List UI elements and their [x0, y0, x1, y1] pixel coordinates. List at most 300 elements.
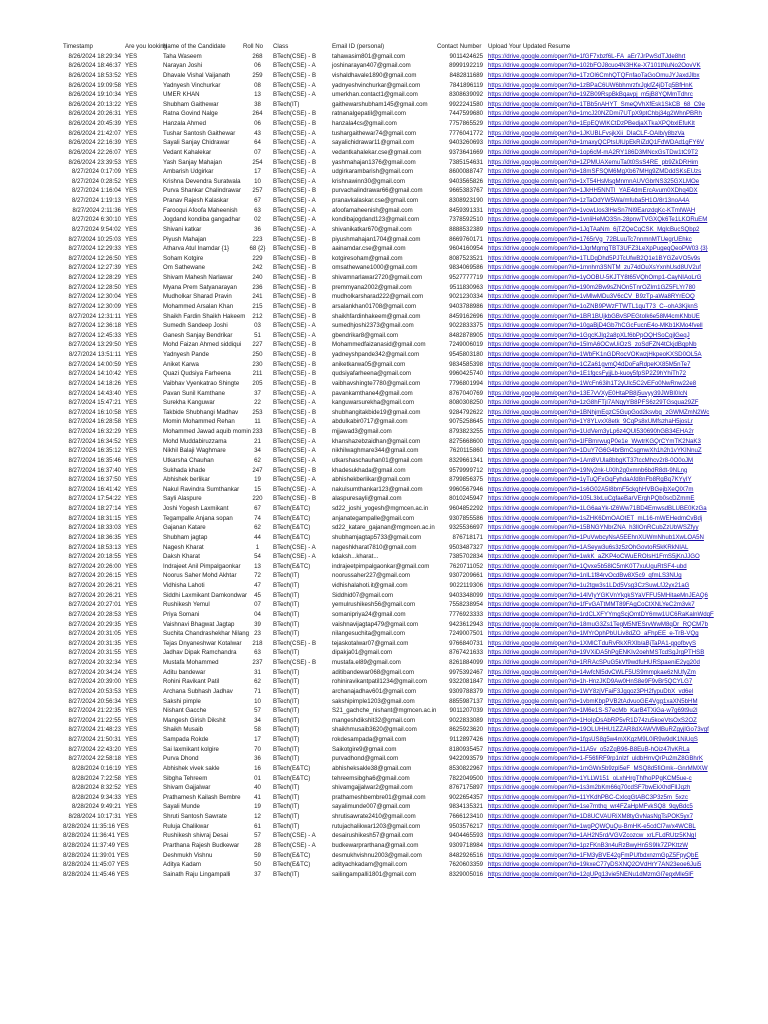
class-cell: BTech(E&TC)	[273, 524, 311, 532]
resume-link[interactable]: https://drive.google.com/open?id=105L3lxLuCgfaeBarVErghPQb0scDZmmE	[488, 495, 695, 503]
resume-link[interactable]: https://drive.google.com/open?id=1vbmKbpPVB2tAdvuoGE4Vgg1xaXN5bHM	[488, 697, 698, 705]
email-cell: abdulkabir0717@gmail.com	[332, 418, 408, 426]
contact-cell: 9503487327	[449, 543, 483, 551]
resume-link[interactable]: https://drive.google.com/open?id=1HoIpDsAbRP5vR1D74zu5koeVtsOxS2OZ	[488, 716, 697, 724]
contact-cell: 9309788379	[449, 687, 483, 695]
candidate-name-cell: Purva Shankar Chalindrawar	[163, 187, 241, 195]
contact-cell: 8482878905	[449, 331, 483, 339]
resume-link[interactable]: https://drive.google.com/open?id=19OLUHHU1ZZAR8dXAWVMBuRZgyjlGo73vgf	[488, 726, 709, 734]
table-row	[62, 292, 768, 302]
roll-no-cell: 36	[254, 225, 261, 233]
looking-cell: YES	[125, 168, 138, 176]
roll-no-cell: 50	[254, 861, 261, 869]
candidate-name-cell: Myana Prem Satyanarayan	[163, 283, 237, 291]
candidate-name-cell: Taha Waseem	[163, 52, 202, 60]
email-cell: rohiniravikantpatil1234@gmail.com	[332, 678, 427, 686]
resume-link[interactable]: https://drive.google.com/open?id=15lmA6OCwUiOzS_zoSdFZN4tCkjdBqpNb	[488, 341, 697, 349]
resume-link[interactable]: https://drive.google.com/open?id=1u2tgw3s1LDd5Vsg3CzSuwLfJ2yx21aG	[488, 582, 690, 589]
roll-no-cell: 38	[254, 100, 261, 108]
resume-link[interactable]: https://drive.google.com/open?id=1ASeyw3u6s3z5zOhGovtoR5kKRkNIAL	[488, 543, 689, 551]
class-cell: BTech(CSE) - A	[273, 553, 316, 561]
class-cell: BTech(CSE) - A	[273, 206, 316, 214]
candidate-name-cell: Suchita Chandrashekhar Nilang	[163, 630, 250, 638]
contact-cell: 9284792622	[449, 408, 483, 416]
candidate-name-cell: Yash Sanjay Mahajan	[163, 158, 222, 166]
email-cell: tahawasim801@gmail.com	[332, 52, 406, 60]
contact-cell: 8459162696	[449, 312, 483, 320]
resume-link[interactable]: https://drive.google.com/open?id=1WY8zjVFaiF3Jgqoz3PH2fypuDbX_vd6el	[488, 687, 694, 695]
contact-cell: 9834069586	[449, 264, 483, 272]
table-row	[62, 61, 768, 71]
table-row	[62, 254, 768, 264]
email-cell: yashmahajan1376@gmail.com	[332, 158, 416, 166]
resume-link[interactable]: https://drive.google.com/open?id=1ZPMUAXemuTa0t0SsS4RE_pb9ZkDRHim	[488, 158, 699, 166]
looking-cell: YES	[125, 707, 138, 715]
timestamp-cell: 8/27/2024 20:26:21	[68, 591, 121, 599]
email-cell: piyushmahajan1704@gmail.com	[332, 235, 421, 243]
looking-cell: YES	[125, 62, 138, 70]
looking-cell: YES	[125, 505, 138, 512]
table-row	[62, 802, 768, 812]
resume-link[interactable]: https://drive.google.com/open?id=1sZHK6DmOAOtET_mL16-mWEHedmCvBdj	[488, 514, 703, 522]
candidate-name-cell: Tushar Santosh Gaithewar	[163, 129, 236, 137]
timestamp-cell: 8/27/2024 17:54:22	[68, 495, 121, 503]
contact-cell: 9322081847	[449, 678, 483, 686]
timestamp-cell: 8/28/2024 11:39:01 YES	[63, 851, 129, 859]
resume-link[interactable]: https://drive.google.com/open?id=1oZNB9PWzFTWTL1quT73_C--ohA3KjknS	[488, 302, 698, 310]
candidate-name-cell: Momin Mohammed Rehan	[163, 418, 235, 426]
candidate-name-cell: Rushikesh shivraj Desai	[163, 832, 229, 840]
class-cell: BTech(IT)	[273, 620, 300, 628]
resume-link[interactable]: https://drive.google.com/open?id=1op6cM-mA2RY186D3MNcxGsTDw1tC9T2	[488, 148, 699, 156]
email-cell: mustafa.el89@gmail.com	[332, 659, 401, 666]
timestamp-cell: 8/27/2024 20:27:01	[68, 601, 121, 609]
roll-no-cell: 12	[254, 813, 261, 820]
table-row	[62, 485, 768, 495]
resume-link[interactable]: https://drive.google.com/open?id=1vcwLlos3lHeSn7Nl9EanzdqKc-KTmlWAH	[488, 206, 696, 214]
resume-link[interactable]: https://drive.google.com/open?id=15BNGYNbrZNA_h3lIOnRCubZzUbWSZfyy	[488, 524, 699, 532]
looking-cell: YES	[125, 562, 138, 570]
resume-link[interactable]: https://drive.google.com/open?id=14wfcNl5dvCWLF5US9mmpkae6zNUfyZm	[488, 668, 696, 676]
resume-link[interactable]: https://drive.google.com/open?id=1maxyQCPtsUlUpEkRiZdQ1FdWDAd1gFY6V	[488, 139, 704, 147]
email-cell: rutujachalikwar1203@gmail.com	[332, 822, 421, 830]
contact-cell: 9922241580	[449, 100, 483, 108]
contact-cell: 8793823255	[449, 428, 483, 435]
table-row	[62, 138, 768, 148]
contact-cell: 9665383767	[449, 187, 483, 195]
timestamp-cell: 8/27/2024 20:18:55	[68, 553, 121, 561]
email-cell: pavankamthane4@gmail.com	[332, 389, 413, 397]
timestamp-cell: 8/27/2024 18:27:14	[68, 505, 121, 512]
candidate-name-cell: Mohammed Jawad aquib momin	[163, 428, 252, 435]
table-row	[62, 735, 768, 745]
roll-no-cell: 23	[254, 630, 261, 638]
resume-link[interactable]: https://drive.google.com/open?id=1UdVem3yLp6z4QUl530690hGB34EHA2r	[488, 428, 694, 435]
resume-link[interactable]: https://drive.google.com/open?id=1wkK_aZKP4oCWuEROIsH1FmS5jKnJJGO	[488, 553, 700, 561]
timestamp-cell: 8/27/2024 14:43:40	[68, 389, 121, 397]
resume-link[interactable]: https://drive.google.com/open?id=1TBb5nAHYT_SmeQVhXfEsk1SkCB_68_C9e	[488, 100, 705, 108]
roll-no-cell: 63	[254, 649, 261, 657]
resume-link[interactable]: https://drive.google.com/open?id=1fGF7xbzf6L-FA_aEr7JrPwSdTJde8hrt	[488, 52, 686, 60]
table-row	[62, 263, 768, 273]
timestamp-cell: 8/27/2024 0:28:52	[71, 177, 121, 185]
resume-link[interactable]: https://drive.google.com/open?id=10gaBjD4Gb7hCGcFucnE4o-MKb1KMo4fvell	[488, 322, 703, 330]
class-cell: BTech(IT)	[273, 803, 300, 811]
looking-cell: YES	[125, 341, 138, 349]
table-row	[62, 331, 768, 341]
class-cell: BTech(IT)	[273, 870, 300, 878]
contact-cell: 9022119306	[449, 582, 483, 589]
resume-link[interactable]: https://drive.google.com/open?id=1EpEQWlKCtDzPBedjaXTkaXPQbxlEfuKlt	[488, 120, 695, 127]
resume-link[interactable]: https://drive.google.com/open?id=1rdCLXFYYmgScjOmtDY6mw1UC6RaKalnWdqF	[488, 610, 714, 618]
looking-cell: YES	[125, 456, 138, 464]
contact-cell: 8329661341	[449, 456, 483, 464]
resume-link[interactable]: https://drive.google.com/open?id=1s6G02A5I8bmF5ckghHVBGejbXeQlX7m	[488, 485, 694, 493]
email-cell: budkewarprarthana@gmail.com	[332, 841, 419, 849]
email-cell: yadnyeshvinchurkar@gmail.com	[332, 81, 421, 89]
candidate-name-cell: Jogdand kondiba gangadhar	[163, 216, 241, 224]
resume-link[interactable]: https://drive.google.com/open?id=1M6e1S-S7ecMb_KarB4TXiGa-w7g69t9u2l	[488, 707, 698, 715]
roll-no-cell: 227	[252, 341, 263, 349]
table-row	[62, 398, 768, 408]
email-cell: mangeshdikshit32@gmail.com	[332, 716, 416, 724]
timestamp-cell: 8/26/2024 20:13:22	[68, 100, 121, 108]
contact-cell: 9975392467	[449, 668, 483, 676]
email-cell: sayalimunde007@gmail.com	[332, 803, 411, 811]
looking-cell: YES	[125, 206, 138, 214]
resume-link[interactable]: https://drive.google.com/open?id=1YLLW151_oLxhHrgThfhoPPgKCM5ue-c	[488, 774, 692, 782]
contact-cell: 7620603359	[449, 861, 483, 869]
class-cell: BTech(CSE) - A	[273, 177, 316, 185]
candidate-name-cell: Siddhi Laxmikant Damkondwar	[163, 591, 247, 599]
timestamp-cell: 8/27/2024 14:10:42	[68, 370, 121, 378]
looking-cell: YES	[125, 736, 138, 743]
contact-cell: 9511830963	[449, 283, 483, 291]
class-cell: BTech(E&TC)	[273, 505, 311, 512]
roll-no-cell: 253	[252, 408, 263, 416]
resume-link[interactable]: https://drive.google.com/open?id=1Y8YLvxX8etk_9CqPs8xUMfszhaH5josLr	[488, 418, 693, 426]
contact-cell: 9403788986	[449, 302, 483, 310]
resume-link[interactable]: https://drive.google.com/open?id=1JkHH5NNTI_YAE4dmErcAvum0XDhq4DX	[488, 187, 698, 195]
contact-cell: 7249006019	[449, 341, 483, 349]
class-cell: BTech(CSE) - B	[273, 639, 317, 647]
header-contact: Contact Number	[437, 43, 482, 50]
roll-no-cell: 10	[254, 177, 261, 185]
email-cell: khadesukhada@gmail.com	[332, 466, 406, 474]
resume-link[interactable]: https://drive.google.com/open?id=1JgrMgmgTBT3UFZ3LeXpPugeqQeoPW03 {3}	[488, 245, 708, 253]
table-row	[62, 754, 768, 764]
table-row	[62, 312, 768, 322]
class-cell: BTech(CSE) - B	[273, 274, 317, 281]
contact-cell: 9422093579	[449, 755, 483, 763]
resume-link[interactable]: https://drive.google.com/open?id=1AH2N5rd/VGVZcozcw_xrLFLdRUtz5KNgI	[488, 832, 697, 840]
looking-cell: YES	[125, 177, 138, 185]
class-cell: BTech(IT)	[273, 649, 300, 657]
resume-link[interactable]: https://drive.google.com/open?id=1yOOBU-5KJTY8t65VQhOmp1-CayNIAoLrG	[488, 274, 702, 281]
timestamp-cell: 8/27/2024 21:22:35	[68, 707, 121, 715]
resume-link[interactable]: https://drive.google.com/open?id=1mcJ20NZDmi7UTpX9ptChbj34g2WhnPBRh	[488, 110, 702, 118]
contact-cell: 9325536697	[449, 524, 483, 532]
resume-link[interactable]: https://drive.google.com/open?id=11A5v_o5zZqB96-B8EuB-hOiz47lvKRLa	[488, 745, 690, 753]
candidate-name-cell: Sakshi pimple	[163, 697, 201, 705]
roll-no-cell: 07	[254, 601, 261, 609]
table-row	[62, 225, 768, 235]
resume-link[interactable]: https://drive.google.com/open?id=18mSFSQM6MgXb67MHg9ZMDddSKsEUzs	[488, 168, 702, 176]
email-cell: vidhishalahoti.it@gmail.com	[332, 582, 408, 589]
candidate-name-cell: Prarthana Rajesh Budkewar	[163, 841, 240, 849]
resume-link[interactable]: https://drive.google.com/open?id=1vMlwMDu3V6cCV_B9zTp-aWa8RYrEOQ	[488, 293, 695, 301]
timestamp-cell: 8/27/2024 22:58:18	[68, 755, 121, 763]
resume-link[interactable]: https://drive.google.com/open?id=1mGWx5b9zpl5eF_MSQ8d5fiOmk--GnrMMXW	[488, 764, 708, 772]
resume-link[interactable]: https://drive.google.com/open?id=11YKdhPBC-CxlcqGtABC3P3z5m_5xzc	[488, 793, 688, 801]
contact-cell: 7620115860	[449, 447, 483, 455]
looking-cell: YES	[125, 399, 138, 407]
candidate-name-cell: Gajanan Katare	[163, 524, 206, 532]
roll-no-cell: 64	[254, 139, 261, 147]
resume-link[interactable]: https://drive.google.com/open?id=1xT54HsMsgMnmnAUVGbrNS325GXLMOe	[488, 177, 700, 185]
table-row	[62, 620, 768, 630]
candidate-name-cell: Prathamesh Kailash Bembre	[163, 793, 241, 801]
looking-cell: YES	[125, 572, 138, 580]
class-cell: BTech(CSE) - B	[273, 466, 317, 474]
header-resume: Upload Your Updated Resume	[488, 43, 571, 50]
timestamp-cell: 8/27/2024 20:26:00	[68, 562, 121, 570]
timestamp-cell: 8/27/2024 20:31:55	[68, 649, 121, 657]
resume-link[interactable]: https://drive.google.com/open?id=1wgPQWQuQu-BmHK-e5cdCl7w/x4WCBL	[488, 822, 696, 830]
resume-link[interactable]: https://drive.google.com/open?id=1Qvxe5b58lC5mK0T7xuUguRtSF4-ubd	[488, 562, 687, 570]
looking-cell: YES	[125, 745, 138, 753]
resume-link[interactable]: https://drive.google.com/open?id=1BNhjmEqzC5GupGod2ksvbg_zGWMZmN2Wc	[488, 408, 710, 416]
resume-link[interactable]: https://drive.google.com/open?id=1WcFn63ih1T2yUlc5C2vEFo0NwRnw22e8	[488, 379, 697, 387]
looking-cell: YES	[125, 649, 138, 657]
resume-link[interactable]: https://drive.google.com/open?id=1WbFK1nGDRocVOKwzjHkpeoKXSD0OL5A	[488, 351, 702, 358]
table-row	[62, 350, 768, 360]
table-row	[62, 514, 768, 524]
email-cell: anjanategampalle@gmail.com	[332, 514, 415, 522]
candidate-name-cell: Daksh Kharat	[163, 553, 200, 561]
class-cell: BTech(IT)	[273, 822, 300, 830]
resume-link[interactable]: https://drive.google.com/open?id=1FM3yBVE42gFmPUfbdxnzmGpZ5FpyQbE	[488, 851, 699, 859]
resume-link[interactable]: https://drive.google.com/open?id=14lVIyYGKVnYkgkSYaVFFU5MHitaeMnJEAQ6	[488, 591, 708, 599]
roll-no-cell: 215	[252, 302, 263, 310]
resume-link[interactable]: https://drive.google.com/open?id=1D8UCVAURiXM8tyGvNasNgTsPOK5yx7	[488, 813, 693, 820]
email-cell: arsalankhan01708@gmail.com	[332, 302, 417, 310]
looking-cell: YES	[125, 784, 138, 792]
resume-link[interactable]: https://drive.google.com/open?id=19VXiDA5hPgENKIv2oehMSTcdSgJrgPTHSB	[488, 649, 705, 657]
class-cell: BTech(CSE) - B	[273, 120, 317, 127]
timestamp-cell: 8/28/2024 11:36:41 YES	[63, 832, 129, 840]
resume-link[interactable]: https://drive.google.com/open?id=1yTuQFxGqFyhdaAfd8nFb8RgBq7KYyIY	[488, 476, 692, 484]
contact-cell: 9022833089	[449, 716, 483, 724]
class-cell: BTech(CSE) - A	[273, 389, 316, 397]
resume-link[interactable]: https://drive.google.com/open?id=1nlL1f84rvOcdBw8X5c9_qfmLS3NUg	[488, 572, 682, 580]
email-cell: sailingampalli1801@gmail.com	[332, 870, 417, 878]
roll-no-cell: 41	[254, 793, 261, 801]
email-cell: hanzala4cs@gmail.com	[332, 120, 397, 127]
resume-link[interactable]: https://drive.google.com/open?id=1TLDgDhd5PJTcUfwB2Q1e1BYGZeVO5v9s	[488, 254, 701, 262]
resume-link[interactable]: https://drive.google.com/open?id=1CZa61gvmQ4dDoFaRdpeKX85M5nTe7	[488, 360, 691, 368]
contact-cell: 9112897426	[449, 736, 483, 743]
contact-cell: 8767421633	[449, 649, 483, 657]
looking-cell	[124, 870, 162, 880]
resume-link[interactable]: https://drive.google.com/open?id=1RRAcSPuG5kVf9wdfuHURSpaeniE2yg20d	[488, 659, 700, 666]
class-cell: BTech(CSE) - A	[273, 322, 316, 330]
email-cell: tejaskotalwar07@gmail.com	[332, 639, 409, 647]
contact-cell: 9545803180	[449, 351, 483, 358]
resume-link[interactable]: https://drive.google.com/open?id=18muG3Zs1TegM5NfESrvWwM8qDr_RQCM7b	[488, 620, 708, 628]
looking-cell: YES	[125, 803, 138, 811]
resume-link[interactable]: https://drive.google.com/open?id=1XMlCTduRvRkXRXlb/aBjTaPA1-ggofbvyS	[488, 639, 697, 647]
table-row	[62, 851, 768, 861]
table-row	[62, 369, 768, 379]
resume-link[interactable]: https://drive.google.com/open?id=1TzOl6CmhQTQFnfaoTaGoOmuJYJaxdJlbx	[488, 71, 700, 79]
roll-no-cell: 68 {2}	[249, 245, 266, 253]
contact-cell: 8600088747	[449, 168, 483, 176]
candidate-name-cell: Shruti Santosh Sawrate	[163, 813, 228, 820]
class-cell: BTech(E&TC)	[273, 514, 311, 522]
class-cell: BTech(CSE) - B	[273, 360, 317, 368]
candidate-name-cell: Rushikesh Yemul	[163, 601, 210, 609]
candidate-name-cell: Mohd Muddabiruzzama	[163, 437, 227, 445]
class-cell: BTech(CSE) - A	[273, 331, 316, 339]
candidate-name-cell: Ganesh Sanjay Bendrikar	[163, 331, 233, 339]
table-row	[62, 562, 768, 572]
looking-cell: YES	[125, 620, 138, 628]
timestamp-cell: 8/27/2024 20:34:24	[68, 668, 121, 676]
resume-link[interactable]: https://drive.google.com/open?id=1zBPaC6UW6bhmrzfxJgkfZ4jDTq5BfHnK	[488, 81, 693, 89]
resume-link[interactable]: https://drive.google.com/open?id=1vnliHeMO3Sn-28pnwTVGXQk6Te1LKORuEM	[488, 216, 708, 224]
resume-link[interactable]: https://drive.google.com/open?id=1fgsUS8g5w4mXKgzM9L0lR9w9dK1NiUqS	[488, 736, 698, 743]
table-row	[62, 504, 768, 514]
timestamp-cell: 8/27/2024 20:26:15	[68, 572, 121, 580]
resume-link[interactable]: https://drive.google.com/open?id=1E1fgcsFyjjLb-kuoy5fpSP2Z9hYhiTh72	[488, 370, 686, 378]
resume-link[interactable]: https://drive.google.com/open?id=19ZB09RspBkBqavpj_m5jB8YQMmTdhrc	[488, 91, 693, 99]
roll-no-cell: 07	[254, 148, 261, 156]
contact-cell: 7447599680	[449, 110, 483, 118]
resume-link[interactable]: https://drive.google.com/open?id=1GgcKJIg2a8pXLf6bPpOQHSoCgjlGeqJ	[488, 331, 690, 339]
timestamp-cell: 8/27/2024 12:29:33	[68, 245, 121, 253]
contact-cell: 9022654357	[449, 793, 483, 801]
resume-link[interactable]: https://drive.google.com/open?id=1DuY7G6G4brBmCsgmwXh1h2h1vYKINnuZ	[488, 447, 702, 455]
candidate-name-cell: Shivani katkar	[163, 225, 202, 233]
roll-no-cell: 45	[254, 591, 261, 599]
timestamp-cell: 8/27/2024 16:32:29	[68, 428, 121, 435]
timestamp-cell: 8/27/2024 12:30:04	[68, 293, 121, 301]
resume-link[interactable]: https://drive.google.com/open?id=13E7vVXyE0HtaPB8j5uvyy39JWBl0IcN	[488, 389, 688, 397]
resume-link[interactable]: https://drive.google.com/open?id=1765rVg_72BLuuTc7nnmnMTUegrUEhkc	[488, 235, 692, 243]
class-cell: BTech(CSE) - B	[273, 158, 317, 166]
timestamp-cell: 8/27/2024 12:31:11	[68, 312, 121, 320]
resume-link[interactable]: https://drive.google.com/open?id=1LG6aaYk-tZ6Ww71BD4EmwsdBLUBE0KzGa	[488, 505, 707, 512]
class-cell: BTech(IT)	[273, 687, 300, 695]
class-cell: BTech(IT)	[273, 784, 300, 792]
looking-cell: YES	[125, 91, 138, 99]
contact-cell: 8799856375	[449, 476, 483, 484]
looking-cell: YES	[125, 264, 138, 272]
resume-link[interactable]: https://drive.google.com/open?id=1BR1BUjkbGBvSPEGtolk6e58M4cmKNbUE	[488, 312, 700, 320]
looking-cell: YES	[125, 139, 138, 147]
table-row	[62, 244, 768, 254]
candidate-name-cell: Joshi Yogesh Laxmikant	[163, 505, 229, 512]
candidate-name-cell: Utkarsha Chauhan	[163, 456, 214, 464]
resume-link[interactable]: https://drive.google.com/open?id=1lFBmrwugP0e1e_WwtrKGQrCYmTK2NaK3	[488, 437, 701, 445]
roll-no-cell: 22	[254, 399, 261, 407]
candidate-name-cell: Mohd Faizan Ahmed siddiqui	[163, 341, 242, 349]
table-row	[62, 706, 768, 716]
timestamp-cell: 8/26/2024 23:39:53	[68, 158, 121, 166]
contact-cell: 8275668600	[449, 437, 483, 445]
resume-link[interactable]: https://drive.google.com/open?id=102bFOJ8cuo4N3HKe-X7101tNuNo2OovVK	[488, 62, 701, 70]
resume-link[interactable]: https://drive.google.com/open?id=1pzFKnB3n4uRzBwyHn5S9Ik7ZPKttzW	[488, 841, 689, 849]
contact-cell: 9403348099	[449, 591, 483, 599]
email-cell: archanajadhav601@gmail.com	[332, 687, 417, 695]
candidate-name-cell: Aditu bandewar	[163, 668, 206, 676]
roll-no-cell: 17	[254, 736, 261, 743]
looking-cell: YES	[125, 726, 138, 734]
resume-link[interactable]: https://drive.google.com/open?id=1zTaOdYW5Wa/mfuba5H1O/8r13noA4A	[488, 197, 690, 204]
table-row	[62, 100, 768, 110]
timestamp-cell: 8/27/2024 16:35:12	[68, 447, 121, 455]
resume-link[interactable]: https://drive.google.com/open?id=1mnhm3SNTM_zu74dOuXsYxnhUsd8UV2uf	[488, 264, 701, 272]
table-row	[62, 52, 768, 62]
class-cell: BTech(CSE) - B	[273, 379, 317, 387]
class-cell: BTech(CSE) - A	[273, 476, 316, 484]
contact-cell: 8010245947	[449, 495, 483, 503]
resume-link[interactable]: https://drive.google.com/open?id=1se7rnthq_wr4FZaHpMFvkSQ8_9qyBdc5	[488, 803, 693, 811]
looking-cell: YES	[125, 120, 138, 127]
resume-link[interactable]: https://drive.google.com/open?id=1h-HnzJKD9Aw0HnS8e9F9vBr5QCYLG7	[488, 678, 693, 686]
class-cell: BTech(CSE) - B	[273, 264, 317, 272]
email-cell: Siddhid07@gmail.com	[332, 591, 394, 599]
resume-link[interactable]: https://drive.google.com/open?id=19Ny2nk-UXIh2g0xmnb6bdR8dt-9NLng	[488, 466, 688, 474]
class-cell: BTech(CSE) - A	[273, 216, 316, 224]
resume-link[interactable]: https://drive.google.com/open?id=1s3m2bKm66q70cdSF7bwEkXhdFlIJqzh	[488, 784, 691, 792]
looking-cell: YES	[125, 774, 138, 782]
looking-cell: YES	[125, 245, 138, 253]
resume-link[interactable]: https://drive.google.com/open?id=19kxeC77yDSXNQ2OVdHrY7AN23eoe6Jui5	[488, 861, 702, 869]
email-cell: vaibhavshingte7780@gmail.com	[332, 379, 421, 387]
candidate-name-cell: Shaikh Fardin Shaikh Hakeem	[163, 312, 246, 320]
class-cell: BTech(CSE) - B	[273, 293, 317, 301]
email-cell: shivamgajjalwar2@gmail.com	[332, 784, 413, 792]
resume-link[interactable]: https://drive.google.com/open?id=190m2Bw9sZNOn5TnrOZIm1GZ5FLYr780	[488, 283, 696, 291]
resume-link[interactable]: https://drive.google.com/open?id=1PuVwbcyNsA5EEhnXUWmNhub1XwLOA5N	[488, 533, 704, 541]
looking-cell: YES	[125, 187, 138, 195]
email-cell: premmyana2002@gmail.com	[332, 283, 412, 291]
candidate-name-cell: Takbide Shubhangi Madhav	[163, 408, 239, 416]
table-row	[62, 552, 768, 562]
class-cell: BTech(IT)	[273, 100, 300, 108]
resume-link[interactable]: https://drive.google.com/open?id=1-F56fiRF9rp1nlzf_uldbHrrvQrPu2mZ8GBhrK	[488, 755, 703, 763]
resume-link[interactable]: https://drive.google.com/open?id=1JqTAaNm_6jTZQeCqCSK_MglcBucSQbp2	[488, 225, 700, 233]
resume-link[interactable]: https://drive.google.com/open?id=1fFvGATtMMT89FAgCoCtXNLYeC2m3vk7	[488, 601, 695, 609]
resume-link[interactable]: https://drive.google.com/open?id=1MYrOphPbULiv8dZO_aFhpEE_e-TrB-VQg	[488, 630, 699, 638]
candidate-name-cell: Nishant Gacche	[163, 707, 207, 715]
table-row	[62, 360, 768, 370]
table-row	[62, 745, 768, 755]
roll-no-cell: 36	[254, 755, 261, 763]
resume-link[interactable]: https://drive.google.com/open?id=12qUPg13vie5NENu1dMzmGl7egxMle5lF	[488, 870, 694, 878]
resume-link[interactable]: https://drive.google.com/open?id=1Am8VUla8bbgKT37tccMhcv2r8-0O0oJM	[488, 456, 694, 464]
table-row	[62, 860, 768, 870]
resume-link[interactable]: https://drive.google.com/open?id=1JKUBLFvsjkXii_DIaCLF-OAlb/y8bzVa	[488, 129, 685, 137]
candidate-name-cell: Sainath Raju Lingampalli	[163, 870, 231, 878]
resume-link[interactable]: https://drive.google.com/open?id=1zG8hFTjl7ANqyYB8PFS6z29TGsqua29ZF	[488, 399, 699, 407]
roll-no-cell: 230	[252, 360, 263, 368]
timestamp-cell: 8/26/2024 20:45:39	[68, 120, 121, 127]
table-row	[62, 591, 768, 601]
timestamp-cell: 8/27/2024 12:45:33	[68, 331, 121, 339]
